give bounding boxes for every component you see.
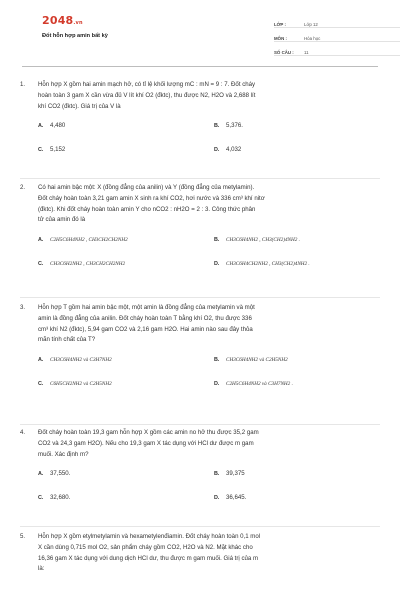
option-d[interactable]: D. 36,645.	[214, 494, 247, 502]
option-b[interactable]: B. 5,376.	[214, 122, 243, 130]
question-line: amin là đồng đẳng của anilin. Đốt cháy hoàn toàn T bằng khí O2, thu được 336	[38, 314, 252, 322]
question-line: mãn tính chất của T?	[38, 336, 96, 344]
question-line: Hỗn hợp T gồm hai amin bậc một, một amin là đồng đẳng của metylamin và một	[38, 304, 255, 311]
option-c[interactable]: C. 32,680.	[38, 494, 71, 502]
question-number: 2.	[20, 184, 26, 191]
question-line: hoàn toàn 3 gam X cần vừa đủ V lít khí O2 (đktc), thu được N2, H2O và 2,688 lít	[38, 91, 256, 99]
question-text	[38, 183, 386, 226]
option-c[interactable]: C. 5,152	[38, 146, 66, 154]
option-a[interactable]: A. C2H5C6H4NH2 , CH3CH2CH2NH2	[38, 237, 128, 244]
meta-subject: MÔN : Hóa học	[274, 28, 400, 42]
meta-question-count: SỐ CÂU : 11	[274, 42, 400, 56]
question-line: tử của amin đó là	[38, 216, 86, 224]
question-text	[38, 532, 386, 575]
question-divider	[20, 526, 380, 527]
question-text	[38, 80, 386, 112]
document-title: Đốt hỗn hợp amin bất kỳ	[42, 33, 108, 39]
question-line: Hỗn hợp X gồm etylmetylamin và hexametylenđiamin. Đốt cháy hoàn toàn 0,1 mol	[38, 533, 261, 540]
question-line: khí CO2 (đktc). Giá trị của V là	[38, 102, 121, 110]
question-line: Đốt cháy hoàn toàn 19,3 gam hỗn hợp X gồm các amin no hở thu được 35,2 gam	[38, 429, 259, 436]
question-line: CO2 và 24,3 gam H2O). Nếu cho 19,3 gam X tác dụng với HCl dư được m gam	[38, 439, 254, 447]
question-line: cm³ khí N2 (đktc), 5,94 gam CO2 và 2,16 gam H2O. Hai amin nào sau đây thỏa	[38, 325, 253, 333]
site-logo[interactable]: 2048.vn	[42, 14, 83, 27]
option-a[interactable]: A. CH3C6H4NH2 và C3H7NH2	[38, 357, 112, 364]
option-c[interactable]: C. CH3C6H2NH2 , CH3CH2CH2NH2	[38, 260, 126, 267]
option-b[interactable]: B. CH3C6H4NH2 , CH3(CH2)4NH2 .	[214, 237, 300, 244]
option-d[interactable]: D. CH3C6H4CH2NH2 , CH3(CH2)4NH2 .	[214, 260, 310, 267]
question-text	[38, 428, 386, 460]
question-number: 3.	[20, 304, 26, 311]
question-line: Hỗn hợp X gồm hai amin mạch hở, có tỉ lệ khối lượng mC : mN = 9 : 7. Đốt cháy	[38, 81, 256, 88]
option-d[interactable]: D. 4,032	[214, 146, 242, 154]
question-2	[20, 183, 386, 270]
question-line: Có hai amin bậc một: X (đồng đẳng của anilin) và Y (đồng đẳng của metylamin).	[38, 184, 255, 191]
question-divider	[20, 297, 380, 298]
question-number: 5.	[20, 533, 26, 540]
question-line: muối. Xác định m?	[38, 450, 89, 458]
meta-class: LỚP : Lớp 12	[274, 14, 400, 28]
option-b[interactable]: B. 39,375	[214, 470, 245, 478]
question-text	[38, 303, 386, 346]
option-a[interactable]: A. 37,550.	[38, 470, 71, 478]
option-d[interactable]: D. C2H5C6H4NH2 và C3H7NH2 .	[214, 380, 293, 387]
header-divider	[22, 66, 378, 67]
answer-options	[38, 235, 386, 270]
question-1	[20, 80, 386, 156]
question-line: X cần dùng 0,715 mol O2, sản phẩm cháy gồm CO2, H2O và N2. Mặt khác cho	[38, 543, 253, 551]
option-a[interactable]: A. 4,480	[38, 122, 66, 130]
question-line: là:	[38, 565, 45, 573]
document-meta	[274, 14, 400, 56]
question-5	[20, 532, 386, 575]
answer-options	[38, 355, 386, 390]
option-b[interactable]: B. CH3C6H4NH2 và C2H5NH2	[214, 357, 288, 364]
question-line: Đốt cháy hoàn toàn 3,21 gam amin X sinh ra khí CO2, hơi nước và 336 cm³ khí nitơ	[38, 194, 265, 202]
question-line: (đktc). Khi đốt cháy hoàn toàn amin Y cho nCO2 : nH2O = 2 : 3. Công thức phân	[38, 205, 256, 213]
question-3	[20, 303, 386, 390]
answer-options	[38, 469, 386, 504]
question-divider	[20, 178, 380, 179]
question-number: 4.	[20, 429, 26, 436]
question-divider	[20, 424, 380, 425]
document-header	[20, 0, 380, 66]
answer-options	[38, 121, 386, 156]
question-4	[20, 428, 386, 504]
question-number: 1.	[20, 81, 26, 88]
question-line: 16,36 gam X tác dụng với dung dịch HCl dư, thu được m gam muối. Giá trị của m	[38, 554, 259, 562]
option-c[interactable]: C. C6H5CH2NH2 và C2H5NH2	[38, 380, 112, 387]
